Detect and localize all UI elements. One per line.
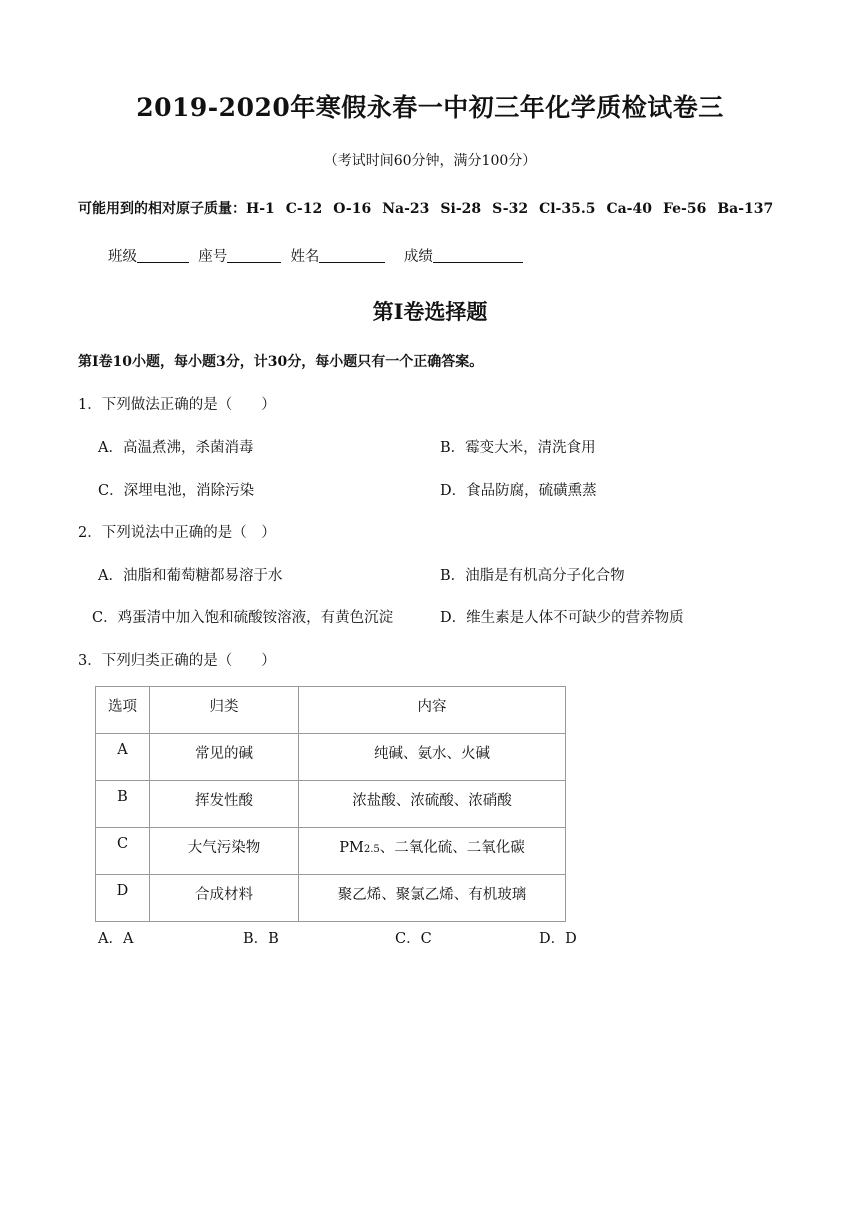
- atomic-mass-item: Fe-56: [662, 201, 707, 217]
- table-cell: C: [96, 828, 150, 875]
- table-cell: 挥发性酸: [150, 781, 299, 828]
- student-info-line: [108, 245, 523, 266]
- exam-subtitle: （考试时间60分钟，满分100分）: [323, 153, 537, 169]
- section-title: 第I卷选择题: [372, 299, 488, 324]
- score-blank[interactable]: [433, 248, 523, 263]
- seat-label: 座号: [198, 249, 228, 265]
- table-cell: B: [96, 781, 150, 828]
- table-cell: A: [96, 734, 150, 781]
- table-header-row: [96, 687, 566, 734]
- table-cell: 合成材料: [150, 875, 299, 922]
- question-2-option-a[interactable]: A．油脂和葡萄糖都易溶于水: [98, 568, 283, 584]
- atomic-mass-item: Si-28: [440, 201, 482, 217]
- question-3-option-c[interactable]: C．C: [395, 931, 432, 947]
- exam-title: 2019-2020年寒假永春一中初三年化学质检试卷三: [136, 93, 724, 122]
- table-cell: 浓盐酸、浓硫酸、浓硝酸: [299, 781, 566, 828]
- table-cell: 大气污染物: [150, 828, 299, 875]
- question-1-option-c[interactable]: C．深埋电池，消除污染: [98, 483, 255, 499]
- class-blank[interactable]: [137, 248, 189, 263]
- table-cell: 纯碱、氨水、火碱: [299, 734, 566, 781]
- question-1-option-d[interactable]: D．食品防腐，硫磺熏蒸: [440, 483, 597, 499]
- atomic-mass-item: C-12: [285, 201, 323, 217]
- atomic-mass-line: [78, 198, 784, 218]
- atomic-mass-item: S-32: [492, 201, 529, 217]
- question-2-option-c[interactable]: C．鸡蛋清中加入饱和硫酸铵溶液，有黄色沉淀: [92, 610, 394, 626]
- question-2-option-d[interactable]: D．维生素是人体不可缺少的营养物质: [440, 610, 684, 626]
- table-header-cell: 归类: [150, 687, 299, 734]
- seat-blank[interactable]: [227, 248, 281, 263]
- table-row: [96, 875, 566, 922]
- table-row: [96, 734, 566, 781]
- atomic-mass-item: Ca-40: [606, 201, 652, 217]
- question-3-option-d[interactable]: D．D: [539, 931, 577, 947]
- question-3-option-b[interactable]: B．B: [243, 931, 279, 947]
- table-cell-text: 、二氧化硫、二氧化碳: [379, 840, 525, 856]
- table-row: [96, 781, 566, 828]
- question-3-option-a[interactable]: A．A: [98, 931, 134, 947]
- name-blank[interactable]: [319, 248, 385, 263]
- question-1-option-a[interactable]: A．高温煮沸，杀菌消毒: [98, 440, 254, 456]
- atomic-mass-item: Cl-35.5: [539, 201, 596, 217]
- table-cell: [299, 828, 566, 875]
- atomic-mass-item: Na-23: [382, 201, 430, 217]
- question-3-table: [95, 686, 566, 922]
- question-2-stem: 2．下列说法中正确的是（ ）: [78, 525, 276, 541]
- score-label: 成绩: [403, 249, 433, 265]
- table-row: [96, 828, 566, 875]
- atomic-mass-item: Ba-137: [717, 201, 774, 217]
- table-header-cell: 内容: [299, 687, 566, 734]
- atomic-mass-label: 可能用到的相对原子质量：: [78, 201, 246, 217]
- section-instruction: 第I卷10小题，每小题3分，计30分，每小题只有一个正确答案。: [78, 354, 484, 370]
- table-header-cell: 选项: [96, 687, 150, 734]
- table-cell: 聚乙烯、聚氯乙烯、有机玻璃: [299, 875, 566, 922]
- table-cell: D: [96, 875, 150, 922]
- table-cell: 常见的碱: [150, 734, 299, 781]
- atomic-mass-item: H-1: [246, 201, 275, 217]
- pm-subscript: 2.5: [363, 844, 380, 855]
- question-1-stem: 1．下列做法正确的是（ ）: [78, 397, 276, 413]
- class-label: 班级: [108, 249, 137, 265]
- question-3-stem: 3．下列归类正确的是（ ）: [78, 653, 276, 669]
- name-label: 姓名: [290, 249, 320, 265]
- pm-prefix: PM: [339, 840, 364, 856]
- question-1-option-b[interactable]: B．霉变大米，清洗食用: [440, 440, 596, 456]
- atomic-mass-item: O-16: [333, 201, 372, 217]
- question-2-option-b[interactable]: B．油脂是有机高分子化合物: [440, 568, 625, 584]
